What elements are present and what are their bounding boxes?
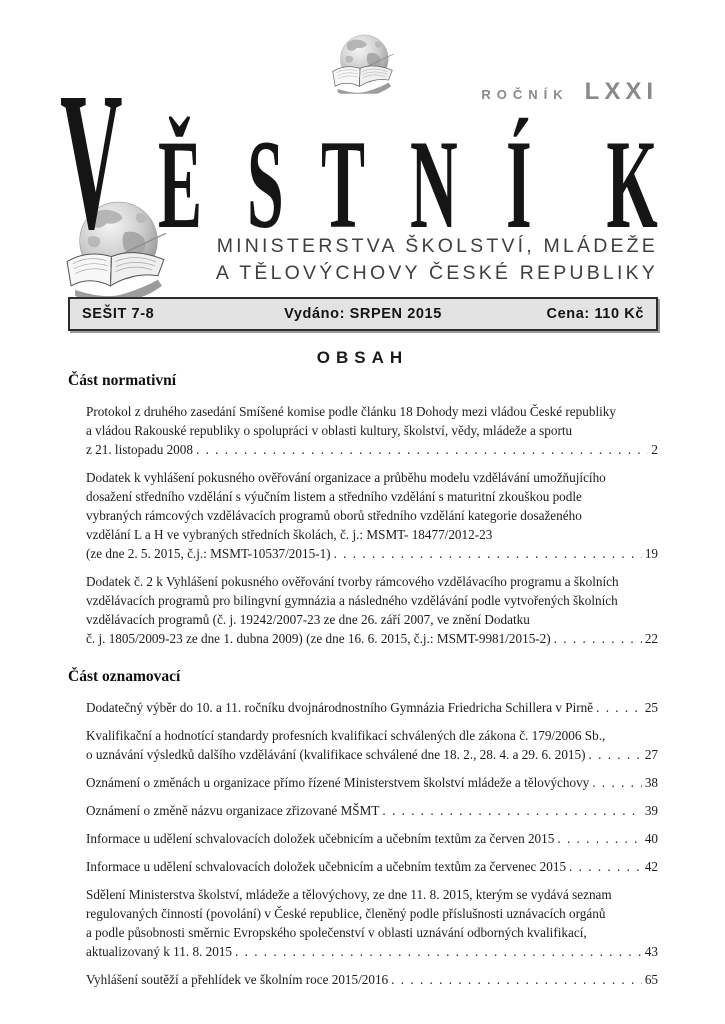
- dot-leader: [596, 698, 642, 717]
- issue-number: SEŠIT 7-8: [82, 306, 155, 322]
- toc-entry-text: vzdělání L a H ve vybraných středních školách, č. j.: MSMT- 18477/2012-23: [86, 527, 493, 542]
- section-title: Část normativní: [68, 372, 177, 389]
- toc-entry-last-line: [86, 970, 658, 989]
- page-number: 42: [644, 859, 658, 874]
- dot-leader: [569, 857, 642, 876]
- toc-entry-last-line: [86, 629, 658, 648]
- toc-heading: OBSAH: [316, 348, 409, 367]
- title-letter: N: [410, 115, 458, 255]
- issue-info-bar: [68, 297, 658, 331]
- dot-leader: [589, 745, 642, 764]
- toc-entry: [68, 885, 658, 961]
- toc-entry-text: vzdělávacích programů pro bilingvní gymnázia a následného vzdělávání podle vytvořených školních: [86, 593, 618, 608]
- toc-entry-last-line: [86, 698, 658, 717]
- toc-entry-text: Oznámení o změnách u organizace přímo řízené Ministerstvem školství mládeže a tělovýchovy: [86, 775, 590, 790]
- dot-leader: [235, 942, 642, 961]
- toc-entry-text: Oznámení o změně názvu organizace zřizované MŠMT: [86, 803, 380, 818]
- toc-section: [68, 668, 658, 989]
- title-letter: T: [321, 115, 366, 255]
- toc-entry-text: (ze dne 2. 5. 2015, č.j.: MSMT-10537/2015-1): [86, 546, 331, 561]
- toc-entry-last-line: [86, 801, 658, 820]
- title-letter: Ě: [158, 115, 203, 255]
- toc-entry: [68, 468, 658, 563]
- toc-entry-text: a vládou Rakouské republiky o spolupráci v oblasti kultury, školství, vědy, mládeže a sportu: [86, 423, 573, 438]
- toc-entry-last-line: [86, 942, 658, 961]
- toc-entry: [68, 857, 658, 876]
- toc-entry-text: Dodatečný výběr do 10. a 11. ročníku dvojnárodnostního Gymnázia Friedricha Schillera v Pirně: [86, 700, 594, 715]
- page-number: 25: [644, 700, 658, 715]
- toc-entry: [68, 773, 658, 792]
- toc-entry-text: Dodatek k vyhlášení pokusného ověřování organizace a průběhu modelu vzdělávání umožňujícího: [86, 470, 606, 485]
- toc-entry: [68, 698, 658, 717]
- page-number: 2: [651, 442, 658, 457]
- dot-leader: [592, 773, 642, 792]
- title-letter: K: [606, 115, 658, 255]
- toc-entry: [68, 572, 658, 648]
- toc-entry-text: Kvalifikační a hodnotící standardy profesních kvalifikací schválených dle zákona č. 179/2006 Sb.,: [86, 728, 606, 743]
- toc-entry-text: o uznávání výsledků dalšího vzdělávání (kvalifikace schválené dne 18. 2., 28. 4. a 29. 6. 2015): [86, 747, 586, 762]
- dot-leader: [391, 970, 642, 989]
- toc-entry-last-line: [86, 773, 658, 792]
- dot-leader: [196, 440, 648, 459]
- toc-entry-text: aktualizovaný k 11. 8. 2015: [86, 944, 233, 959]
- title-letter: V: [60, 51, 123, 270]
- journal-title: [60, 51, 658, 270]
- section-title: Část oznamovací: [68, 668, 181, 685]
- page-number: 39: [644, 803, 658, 818]
- toc-entry-text: z 21. listopadu 2008: [86, 442, 193, 457]
- title-letter: Í: [505, 115, 532, 255]
- volume-value: LXXI: [584, 78, 658, 105]
- subtitle-line-1: MINISTERSTVA ŠKOLSTVÍ, MLÁDEŽE: [216, 235, 658, 257]
- volume-label: ROČNÍK: [481, 87, 569, 102]
- toc-entry-text: Sdělení Ministerstva školství, mládeže a tělovýchovy, ze dne 11. 8. 2015, kterým se vydává seznam: [86, 887, 612, 902]
- toc-entry: [68, 402, 658, 459]
- toc-entry-text: Informace u udělení schvalovacích doložek učebnicím a učebním textům za červenec 2015: [86, 859, 567, 874]
- dot-leader: [554, 629, 642, 648]
- toc-entry-text: a podle působnosti směrnic Evropského společenství v oblasti uznávání odborných kvalifikací,: [86, 925, 587, 940]
- title-letter: S: [246, 115, 284, 255]
- subtitle-line-2: A TĚLOVÝCHOVY ČESKÉ REPUBLIKY: [215, 262, 658, 284]
- page-number: 40: [644, 831, 658, 846]
- page-number: 27: [644, 747, 658, 762]
- toc-entry-text: Dodatek č. 2 k Vyhlášení pokusného ověřování tvorby rámcového vzdělávacího programu a školních: [86, 574, 619, 589]
- toc-entry-text: vzdělávacích programů (č. j. 19242/2007-23 ze dne 26. září 2007, ve znění Dodatku: [86, 612, 530, 627]
- page-number: 65: [644, 972, 658, 987]
- publish-date: Vydáno: SRPEN 2015: [284, 306, 442, 322]
- toc-entry-last-line: [86, 745, 658, 764]
- toc-entry: [68, 970, 658, 989]
- toc-entry: [68, 829, 658, 848]
- journal-subtitle: [216, 233, 658, 287]
- toc-entry-text: Protokol z druhého zasedání Smíšené komise podle článku 18 Dohody mezi vládou České republiky: [86, 404, 616, 419]
- toc-entry-text: vybraných rámcových vzdělávacích programů oborů středního vzdělání kategorie dosaženého: [86, 508, 582, 523]
- toc-entry-last-line: [86, 440, 658, 459]
- page-number: 19: [644, 546, 658, 561]
- dot-leader: [334, 544, 642, 563]
- toc-entry-text: regulovaných činností (povolání) v České republice, členěný podle příslušnosti uznávacích orgánů: [86, 906, 606, 921]
- toc-entry-text: Vyhlášení soutěží a přehlídek ve školním roce 2015/2016: [86, 972, 389, 987]
- toc-entry-last-line: [86, 829, 658, 848]
- price: Cena: 110 Kč: [546, 306, 645, 322]
- toc-entry-text: č. j. 1805/2009-23 ze dne 1. dubna 2009) (ze dne 16. 6. 2015, č.j.: MSMT-9981/2015-2): [86, 631, 551, 646]
- page-number: 22: [644, 631, 658, 646]
- page-number: 43: [644, 944, 658, 959]
- dot-leader: [382, 801, 641, 820]
- toc-entry-last-line: [86, 544, 658, 563]
- toc-sections: [68, 372, 658, 998]
- masthead: [0, 0, 725, 335]
- page-number: 38: [644, 775, 658, 790]
- toc-entry: [68, 801, 658, 820]
- dot-leader: [557, 829, 641, 848]
- toc-entry-last-line: [86, 857, 658, 876]
- toc-entry-text: dosažení středního vzdělání s výučním listem a středního vzdělání s maturitní zkouškou podle: [86, 489, 582, 504]
- toc-entry: [68, 726, 658, 764]
- toc-section: [68, 372, 658, 648]
- toc-entry-text: Informace u udělení schvalovacích doložek učebnicím a učebním textům za červen 2015: [86, 831, 555, 846]
